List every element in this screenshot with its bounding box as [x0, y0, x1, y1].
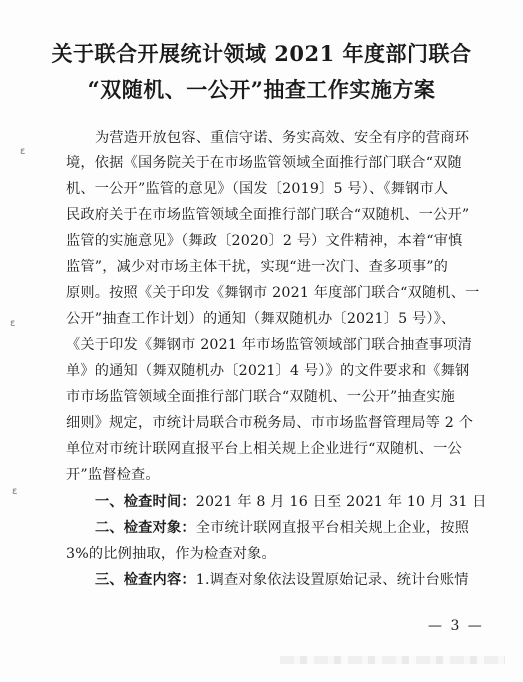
section-1-heading: 一、检查时间： [95, 494, 196, 510]
section-3-heading: 三、检查内容： [95, 572, 196, 588]
scan-artifact [280, 656, 505, 664]
intro-line: 单》的通知（舞双随机办〔2021〕4 号）》的文件要求和《舞钢 [66, 363, 470, 379]
intro-line: 开”监督检查。 [66, 467, 160, 483]
intro-line: 细则》规定，市统计局联合市税务局、市市场监督管理局等 2 个 [66, 415, 474, 431]
section-2-text: 全市统计联网直报平台相关规上企业，按照 [195, 520, 470, 536]
intro-line: 《关于印发《舞钢市 2021 年市场监管领域部门联合抽查事项清 [66, 337, 473, 353]
section-2-heading: 二、检查对象： [95, 520, 196, 536]
intro-line: 单位对市统计联网直报平台上相关规上企业进行“双随机、一公 [66, 441, 462, 457]
intro-line: 机、一公开”监管的意见》（国发〔2019〕5 号）、《舞钢市人 [66, 181, 449, 197]
section-3 [95, 570, 469, 590]
section-1-text: 2021 年 8 月 16 日至 2021 年 10 月 31 日 [195, 494, 487, 510]
section-2 [95, 518, 469, 538]
section-2-continuation: 3%的比例抽取，作为检查对象。 [66, 546, 276, 562]
page-number: — 3 — [428, 618, 484, 634]
intro-line: 监管的实施意见》（舞政〔2020〕2 号）文件精神，本着“审慎 [66, 233, 463, 249]
document-title-line-1: 关于联合开展统计领域 2021 年度部门联合 [51, 41, 472, 66]
margin-mark: ε [10, 318, 16, 329]
intro-line: 监管”，减少对市场主体干扰，实现“进一次门、查多项事”的 [66, 259, 449, 275]
intro-line: 公开”抽查工作计划）的通知（舞双随机办〔2021〕5 号）》、 [66, 311, 456, 327]
margin-mark: ε [12, 486, 18, 497]
intro-line: 境，依据《国务院关于在市场监管领域全面推行部门联合“双随 [66, 155, 462, 171]
intro-line: 为营造开放包容、重信守诺、务实高效、安全有序的营商环 [95, 130, 470, 146]
document-title-line-2: “双随机、一公开”抽查工作实施方案 [87, 77, 436, 102]
section-3-text: 1.调查对象依法设置原始记录、统计台账情 [195, 572, 469, 588]
intro-line: 民政府关于在市场监管领域全面推行部门联合“双随机、一公开” [66, 207, 470, 223]
intro-line: 市市场监管领域全面推行部门联合“双随机、一公开”抽查实施 [66, 389, 455, 405]
section-1 [95, 492, 487, 512]
intro-line: 原则。按照《关于印发《舞钢市 2021 年度部门联合“双随机、一 [66, 285, 480, 301]
margin-mark: ε [20, 146, 26, 157]
